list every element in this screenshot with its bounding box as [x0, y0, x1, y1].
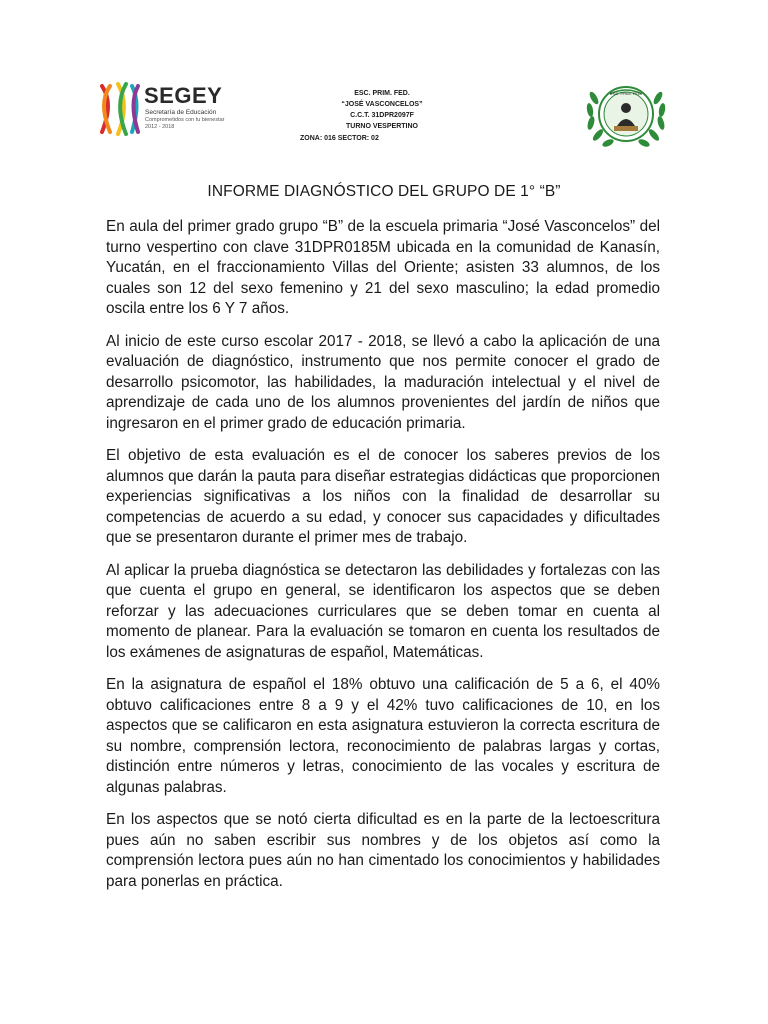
segey-dna-icon [98, 82, 140, 136]
school-line: C.C.T. 31DPR2097F [350, 112, 414, 119]
segey-logo [98, 82, 228, 136]
paragraph: En los aspectos que se notó cierta dificultad es en la parte de la lectoescritura pues aún no saben escribir sus nombres y de los objetos así como la comprensión lectora pues aún no han cimentado los conocimientos y habilidades para ponerlas en práctica. [106, 811, 660, 890]
seal-text: ESC. PRIM. FED. [610, 91, 642, 96]
paragraph: Al aplicar la prueba diagnóstica se detectaron las debilidades y fortalezas con las que cuenta el grupo en general, se identificaron los aspectos que se deben reforzar y las adecuaciones curriculares que se deben tomar en cuenta al momento de planear. Para la evaluación se tomaron en cuenta los resultados de los exámenes de asignaturas de español, Matemáticas. [106, 561, 660, 661]
segey-years: 2012 - 2018 [145, 124, 175, 130]
document-title: INFORME DIAGNÓSTICO DEL GRUPO DE 1° “B” [207, 183, 561, 200]
segey-subtitle-text: Secretaría de Educación [145, 109, 217, 116]
segey-name: SEGEY [144, 83, 223, 108]
paragraph: En la asignatura de español el 18% obtuvo una calificación de 5 a 6, el 40% obtuvo calificaciones entre 8 a 9 y el 42% tuvo calificaciones de 10, en los aspectos que se calificaron en esta asignatura estuvieron la correcta escritura de su nombre, comprensión lectora, reconocimiento de palabras largas y cortas, distinción entre números y letras, conocimiento de las vocales y escritura de algunas palabras. [106, 676, 660, 796]
segey-tagline: Comprometidos con tu bienestar [145, 116, 225, 123]
zona-sector: ZONA: 016 SECTOR: 02 [300, 135, 379, 142]
paragraph: En aula del primer grado grupo “B” de la escuela primaria “José Vasconcelos” del turno vespertino con clave 31DPR0185M ubicada en la comunidad de Kanasín, Yucatán, en el fraccionamiento Villas del Oriente; asisten 33 alumnos, de los cuales son 12 del sexo femenino y 21 del sexo masculino; la edad promedio oscila entre los 6 Y 7 años. [106, 218, 660, 317]
school-seal-icon [584, 78, 668, 150]
document-body [106, 217, 660, 904]
school-line: TURNO VESPERTINO [346, 123, 418, 130]
paragraph: Al inicio de este curso escolar 2017 - 2018, se llevó a cabo la aplicación de una evaluación de diagnóstico, instrumento que nos permite conocer el grado de desarrollo psicomotor, las habilidades, la maduración intelectual y el nivel de aprendizaje de cada uno de los alumnos provenientes del jardín de niños que ingresaron en el primer grado de educación primaria. [106, 332, 660, 432]
segey-subtitle [145, 109, 224, 132]
school-header [300, 88, 480, 144]
school-line: ESC. PRIM. FED. [354, 90, 410, 97]
paragraph: El objetivo de esta evaluación es el de conocer los saberes previos de los alumnos que darán la pauta para diseñar estrategias didácticas que proporcionen experiencias significativas a los niños con la finalidad de desarrollar su competencias de acuerdo a su edad, y conocer sus capacidades y dificultades que se presentaron durante el primer mes de trabajo. [106, 447, 660, 546]
school-line: “JOSÉ VASCONCELOS” [341, 101, 423, 108]
